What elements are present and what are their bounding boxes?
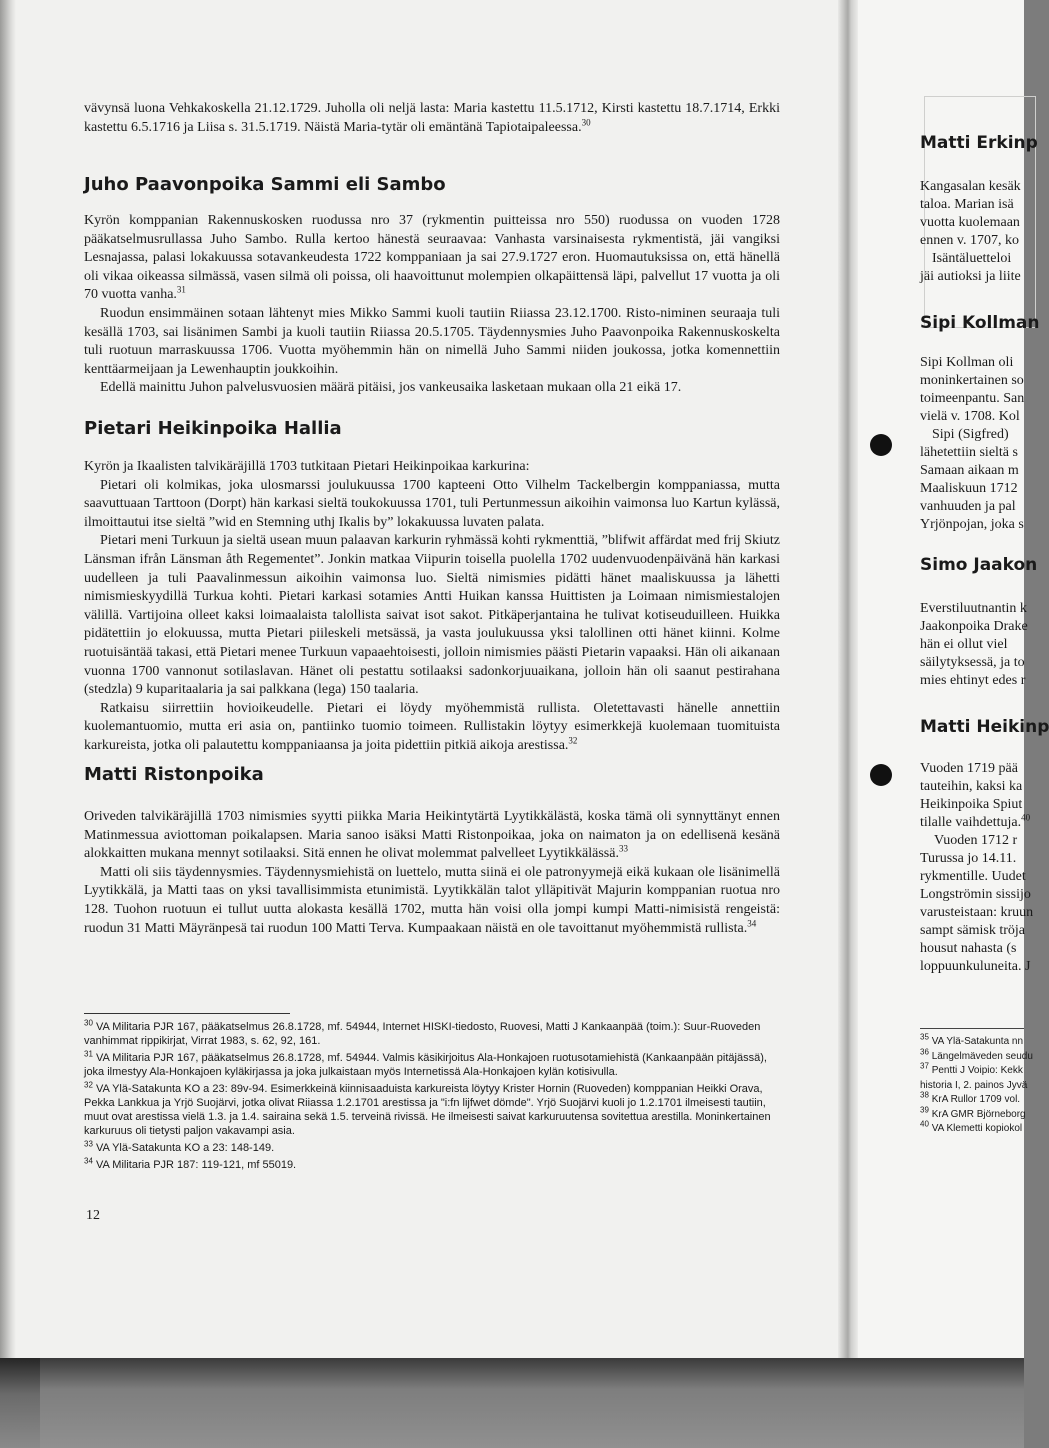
footnote (920, 1090, 1030, 1108)
footnote-number: 38 (920, 1090, 929, 1100)
footnote-number: 31 (84, 1049, 93, 1059)
footnote-number: 30 (84, 1018, 93, 1028)
footnote (84, 1082, 780, 1138)
paragraph (84, 864, 780, 938)
section-juho-body (84, 212, 780, 398)
footnote-text: Längelmäveden seudu (931, 1050, 1033, 1062)
footnote-text: VA Klemetti kopiokol (931, 1123, 1023, 1134)
scanner-background (40, 1358, 1024, 1448)
footnote-number: 35 (920, 1032, 929, 1042)
footnotes (84, 1020, 780, 1175)
page-edge-shadow (0, 0, 16, 1358)
text-line: taloa. Marian isä (920, 197, 1014, 212)
paragraph-text: Ratkaisu siirrettiin hovioikeudelle. Pietari ei löydy myöhemmistä rullista. Oletettavasti hänelle annettiin kuolemantuomio, mutta eri asia on, pantiinko tuomio toimeen. Rullistakin löytyy esimerkkejä kuolemaan tuomituista karkureista, jotka oli palautettu komppaniaansa ja joita pidettiin pitkiä aikoja arestissa. (84, 700, 780, 753)
section-pietari (84, 420, 780, 439)
footnote-text: VA Ylä-Satakunta KO a 23: 89v-94. Esimerkkeinä kiinnisaaduista karkureista löytyy Krister Hornin (Ruoveden) komppanian Heikki Orava, Pekka Lankkua ja Yrjö Suojärvi, jotka olivat Riiassa 1.2.1701 arestissa ja "i:fn lijfwet dömde". Yrjö Suojärvi kuoli jo 1.2.1701 ilmeisesti tautiin, muut ovat arestissa vielä 1.3. ja 1.4. sairaina sekä 1.5. terveinä rivissä. He ilmeisesti saivat karkuruutensa sovitettua arestilla. Moninkertainen karkuruus oli tietysti paljon vakavampi asia. (84, 1083, 771, 1137)
text-line: housut nahasta (s (920, 941, 1017, 956)
text-line: Maaliskuun 1712 (920, 481, 1018, 496)
paragraph-text: Pietari meni Turkuun ja sieltä usean muun palaavan karkurin ryhmässä kohti rykmenttiä, ”blifwit affärdat med frij Skiutz Länsman ifrån Länsman åth Regementet”. Jonkin matkaa Viipurin toisella puolella 1702 uudenvuodenpäivänä hän karkasi uudelleen ja tuli Paavalinmessun aikoihin vaimonsa luo. Sieltä nimismies pidätti hänet maaliskuussa ja lähetti nimismieskyydillä Turkua kohti. Pietari karkasi sotamies Antti Huikan kanssa Huittisten ja Loimaan nimismiestalojen välillä. Vartijoina olleet kaksi loimaalaista talollista saivat isot sakot. Pitkäperjantaina he tulivat kotiseuduilleen. Huikka pidätettiin jo elokuussa, mutta Pietari piileskeli metsässä, ja vasta joulukuussa yksi talollinen otti hänet kiinni. Kolme ruotuisäntää takasi, että Pietari menee Turkuun vapaaehtoisesti, jolloin nimismies päästi Pietarin vapaaksi. Hän oli aikanaan vuonna 1700 vannonut sotilaslavan. Hänet oli pestattu sotilaaksi sadonkorjuuaikana, jolloin hän oli saanut pestirahana (stedzla) 9 kuparitaalaria ja sai palkkana (lega) 150 taalaria. (84, 533, 780, 698)
text-line: vuotta kuolemaan (920, 215, 1020, 230)
text-line-text: tilalle vaihdettuja. (920, 815, 1022, 830)
footnote (84, 1158, 780, 1172)
paragraph-text: Ruodun ensimmäinen sotaan lähtenyt mies Mikko Sammi kuoli tautiin Riiassa 23.12.1700. Risto-niminen seuraaja tuli kesällä 1703, sai lisänimen Sambi ja kuoli tautiin Riiassa 20.5.1705. Täydennysmies Juho Paavonpoika Rakennuskoskelta tuli ruotuun marraskuussa 1706. Vuotta myöhemmin hän on nimellä Juho Sammi niiden joukossa, jotka komennettiin kenttäarmeijaan ja Lewenhauptin joukkoihin. (84, 305, 780, 377)
footnote-text: KrA GMR Björneborg (931, 1108, 1026, 1120)
intro-paragraph (84, 100, 780, 137)
footnote (920, 1061, 1030, 1079)
footnote-divider (84, 1013, 290, 1014)
footnote-number: 33 (84, 1139, 93, 1149)
footnote (84, 1141, 780, 1155)
footnote (84, 1020, 780, 1048)
text-line: säilytyksessä, ja to (920, 655, 1025, 670)
footnote (84, 1051, 780, 1079)
text-line: lähetettiin sieltä s (920, 445, 1018, 460)
paragraph (84, 532, 780, 699)
right-block-2 (920, 354, 1030, 534)
intro-text: vävynsä luona Vehkakoskella 21.12.1729. Juholla oli neljä lasta: Maria kastettu 11.5.1712, Kirsti kastettu 18.7.1714, Erkki kastettu 6.5.1716 ja Liisa s. 31.5.1719. Näistä Maria-tytär oli emäntänä Tapiotaipaleessa. (84, 101, 780, 135)
footnote-text: VA Militaria PJR 167, pääkatselmus 26.8.1728, mf. 54944, Internet HISKI-tiedosto, Ruovesi, Matti J Kankaanpää (toim.): Suur-Ruoveden vanhimmat rippikirjat, Virrat 1983, s. 62, 92, 161. (84, 1021, 761, 1047)
text-line: Isäntäluetteloi (932, 251, 1012, 266)
text-line: mies ehtinyt edes r (920, 673, 1026, 688)
paragraph (84, 212, 780, 305)
footnote-number: 36 (920, 1047, 929, 1057)
text-line: moninkertainen so (920, 373, 1024, 388)
footnote-ref: 32 (568, 735, 578, 746)
paragraph-text: Oriveden talvikäräjillä 1703 nimismies syytti piikka Maria Heikintytärtä Lyytikkälästä, koska tämä oli synnyttänyt ennen Matinmessua aviottoman poikalapsen. Maria sanoo isäksi Matti Ristonpoikaa, joka on naimaton ja on edellisenä kesänä alokkaitten mukana mennyt sotilaaksi. Sitä ennen he olivat molemmat palvelleet Lyytikkälässä. (84, 809, 780, 862)
text-line: toimeenpantu. San (920, 391, 1025, 406)
text-line: vielä v. 1708. Kol (920, 409, 1020, 424)
text-line: Samaan aikaan m (920, 463, 1019, 478)
text-line: sampt sämisk tröja (920, 923, 1025, 938)
text-line: Yrjönpojan, joka s (920, 517, 1024, 532)
punch-hole (870, 434, 892, 456)
paragraph (84, 379, 780, 398)
punch-hole (870, 764, 892, 786)
text-line: vanhuuden ja pal (920, 499, 1016, 514)
section-matti-body (84, 808, 780, 938)
book-gutter (838, 0, 860, 1358)
right-section-2 (920, 313, 1040, 333)
right-block-1 (920, 178, 1030, 286)
right-heading: Matti Heikinp (920, 717, 1049, 737)
paragraph (84, 305, 780, 379)
footnote-number: 34 (84, 1156, 93, 1166)
footnote (920, 1032, 1030, 1050)
footnote-number: 40 (920, 1119, 929, 1129)
section-matti (84, 766, 780, 785)
paragraph (84, 808, 780, 864)
right-section-1 (920, 133, 1038, 153)
section-pietari-body (84, 458, 780, 756)
page-number: 12 (86, 1208, 100, 1223)
text-line: Heikinpoika Spiut (920, 797, 1023, 812)
footnote-text: KrA Rullor 1709 vol. (931, 1094, 1021, 1105)
footnote-number: 39 (920, 1105, 929, 1115)
section-heading: Pietari Heikinpoika Hallia (84, 418, 342, 439)
footnote-text: Pentti J Voipio: Kekk (931, 1065, 1023, 1076)
footnote-ref: 30 (581, 116, 591, 127)
paragraph-text: Kyrön ja Ikaalisten talvikäräjillä 1703 tutkitaan Pietari Heikinpoikaa karkurina: (84, 459, 530, 474)
text-line: Everstiluutnantin k (920, 601, 1027, 616)
footnote-divider (920, 1028, 1024, 1029)
text-line: ennen v. 1707, ko (920, 233, 1020, 248)
footnote-text: VA Militaria PJR 187: 119-121, mf 55019. (95, 1159, 297, 1171)
section-juho (84, 176, 780, 195)
paragraph-text: Matti oli siis täydennysmies. Täydennysmiehistä on luettelo, mutta siinä ei ole patronyymejä eikä kukaan ole lisänimellä Lyytikkälä, ja Matti taas on yksi tavallisimmista etunimistä. Lyytikkälän talot ylläpitivät Majurin komppanian ruotua nro 128. Tuohon ruotuun ei tullut uutta alokasta kesällä 1702, mutta hän voisi olla jompi kumpi Matti-nimisistä rengeistä: ruodun 31 Matti Mäyränpesä tai ruodun 100 Matti Terva. Kumpaakaan näistä en ole tavoittanut myöhemmistä rullista. (84, 864, 780, 936)
footnote-text: VA Militaria PJR 167, pääkatselmus 26.8.1728, mf. 54944. Valmis käsikirjoitus Ala-Honkajoen ruotusotamiehistä (Kankaanpään pitäjässä), joka ilmestyy Ala-Honkajoen kyläkirjassa ja joka julkaistaan myös Internetissä Ala-Honkajoen kylän kotisivulla. (84, 1052, 767, 1078)
section-heading: Juho Paavonpoika Sammi eli Sambo (84, 174, 446, 195)
paragraph-text: Pietari oli kolmikas, joka ulosmarssi joulukuussa 1700 kapteeni Otto Vilhelm Tackelbergin komppaniassa, mutta saavuttuaan Tarttoon (Dorpt) hän karkasi sieltä toukokuussa 1701, tuli Pertunmessun aikoihin vaimonsa luo Kartun kylässä, ilmoittautui itse sieltä ”wid en Stemning uthj Ikalis by” lokakuussa luvaten palata. (84, 477, 780, 530)
footnote-ref: 34 (747, 917, 757, 928)
footnote-ref: 31 (176, 284, 186, 295)
footnote-text: VA Ylä-Satakunta nn (931, 1036, 1024, 1047)
text-line: Vuoden 1719 pää (920, 761, 1018, 776)
text-line: Kangasalan kesäk (920, 179, 1021, 194)
right-footnotes (920, 1032, 1033, 1137)
text-line: Sipi (Sigfred) (932, 427, 1009, 442)
text-line: tauteihin, kaksi ka (920, 779, 1023, 794)
text-line: Jaakonpoika Drake (920, 619, 1028, 634)
footnote (920, 1079, 1030, 1094)
text-line: varusteistaan: kruun (920, 905, 1034, 920)
footnote (920, 1047, 1033, 1065)
paragraph-text: Kyrön komppanian Rakennuskosken ruodussa nro 37 (rykmentin puitteissa nro 550) ruodussa on vuoden 1728 pääkatselmusrullassa Juho Sambo. Rulla kertoo hänestä seuraavaa: Vanhasta varsinaisesta rykmentistä, jäi vangiksi Lesnajassa, palasi lokakuussa sotavankeudesta 1722 komppaniaan ja sai 27.9.1727 eron. Huomautuksissa on, että hänellä oli vikaa oikeassa silmässä, vasen silmä oli poissa, oli haavoittunut molempien olkapäittensä läpi, palvellut 17 vuotta ja oli 70 vuotta vanha. (84, 213, 780, 303)
footnote (920, 1119, 1030, 1137)
text-line: Sipi Kollman oli (920, 355, 1014, 370)
paragraph (84, 458, 780, 477)
footnote-number: 37 (920, 1061, 929, 1071)
text-line: jäi autioksi ja liite (920, 269, 1021, 284)
right-heading: Matti Erkinp (920, 133, 1038, 153)
text-line: hän ei ollut viel (920, 637, 1008, 652)
footnote (920, 1105, 1030, 1123)
text-line: Vuoden 1712 r (934, 833, 1018, 848)
right-section-3 (920, 555, 1038, 575)
footnote-ref: 40 (1021, 812, 1031, 823)
paragraph-text: Edellä mainittu Juhon palvelusvuosien määrä pitäisi, jos vankeusaika lasketaan mukaan olla 21 eikä 17. (100, 380, 682, 396)
paragraph (84, 700, 780, 756)
section-heading: Matti Ristonpoika (84, 764, 264, 785)
footnote-text: historia I, 2. painos Jyvä (920, 1079, 1028, 1091)
text-line: Turussa jo 14.11. (920, 851, 1017, 866)
right-heading: Sipi Kollman (920, 313, 1040, 333)
footnote-ref: 33 (618, 843, 628, 854)
footnote-text: VA Ylä-Satakunta KO a 23: 148-149. (95, 1142, 275, 1154)
footnote-number: 32 (84, 1080, 93, 1090)
right-block-4 (920, 760, 1034, 976)
text-line: loppuunkuluneita. J (920, 959, 1031, 974)
right-block-3 (920, 600, 1030, 690)
right-heading: Simo Jaakon (920, 555, 1038, 575)
text-line: Longströmin sissijo (920, 887, 1031, 902)
right-section-4 (920, 717, 1049, 737)
paragraph (84, 477, 780, 533)
text-line (920, 814, 1030, 832)
text-line: rykmentille. Uudet (920, 869, 1026, 884)
